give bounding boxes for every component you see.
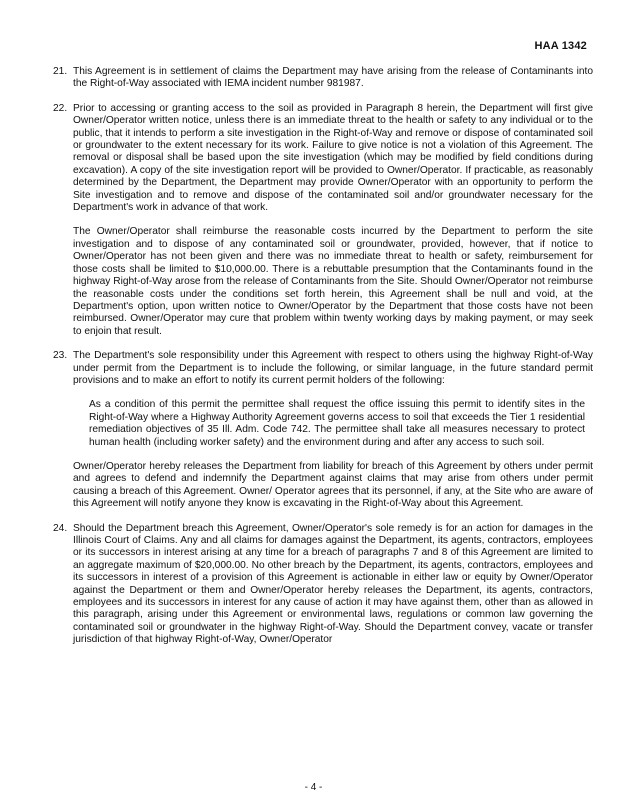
permit-condition-quote: As a condition of this permit the permittee shall request the office issuing this permit to identify sites in the Right-of-Way where a Highway Authority Agreement governs access to soil that exceeds the Tier 1 residential remediation objectives of 35 Ill. Adm. Code 742. The permittee shall take all measures necessary to protect human health (including worker safety) and the environment during and after any access to such soil.: [89, 399, 585, 448]
paragraph-body: [73, 103, 593, 338]
document-id: HAA 1342: [534, 40, 587, 52]
paragraph-23: [53, 350, 593, 510]
paragraph-number: 24.: [53, 522, 68, 534]
paragraph-body: [73, 66, 593, 91]
paragraph-text: Owner/Operator hereby releases the Department from liability for breach of this Agreement by others under permit and agrees to defend and indemnify the Department against claims that may arise from others under permit causing a breach of this Agreement. Owner/ Operator agrees that its personnel, if any, at the Site who are aware of this Agreement will notify anyone they know is excavating in the Right-of-Way about this Agreement.: [73, 460, 593, 510]
paragraph-body: [73, 350, 593, 510]
paragraph-text: This Agreement is in settlement of claims the Department may have arising from the release of Contaminants into the Right-of-Way associated with IEMA incident number 981987.: [73, 66, 593, 90]
document-body: [53, 66, 593, 659]
page-number: - 4 -: [304, 782, 323, 793]
paragraph-number: 22.: [53, 102, 68, 114]
paragraph-text: Prior to accessing or granting access to the soil as provided in Paragraph 8 herein, the Department will first give Owner/Operator written notice, unless there is an immediate threat to the health or safety to any individual or to the public, that it intends to perform a site investigation in the Right-of-Way and remove or dispose of contaminated soil or groundwater to the extent necessary for its work. Failure to give notice is not a violation of this Agreement. The removal or disposal shall be based upon the site investigation (which may be modified by field conditions during excavation). A copy of the site investigation report will be provided to Owner/Operator. If practicable, as reasonably determined by the Department, the Department may provide Owner/Operator with an opportunity to perform the Site investigation and to remove and dispose of the contaminated soil and/or groundwater necessary for the Department's work in advance of that work.: [73, 102, 593, 214]
paragraph-number: 21.: [53, 66, 68, 77]
paragraph-text: The Owner/Operator shall reimburse the reasonable costs incurred by the Department to perform the site investigation and to dispose of any contaminated soil or groundwater, provided, however, that if notice to Owner/Operator has not been given and there was no immediate threat to health or safety, reimbursement for those costs shall be limited to $10,000.00. There is a rebuttable presumption that the Contaminants found in the highway Right-of-Way arose from the release of Contaminants from the Site. Should Owner/Operator not reimburse the reasonable costs under the conditions set forth herein, this Agreement shall be null and void, at the Department's option, upon written notice to Owner/Operator by the Department that those costs have not been reimbursed. Owner/Operator may cure that problem within twenty working days by making payment, or may seek to enjoin that result.: [73, 226, 593, 337]
paragraph-22: [53, 103, 593, 338]
paragraph-24: [53, 523, 593, 647]
paragraph-text: The Department's sole responsibility under this Agreement with respect to others using the highway Right-of-Way under permit from the Department is to include the following, or similar language, in the future standard permit provisions and to make an effort to notify its current permit holders of the following:: [73, 350, 593, 386]
paragraph-text: Should the Department breach this Agreement, Owner/Operator's sole remedy is for an action for damages in the Illinois Court of Claims. Any and all claims for damages against the Department, its agents, contractors, employees or its successors in interest arising at any time for a breach of paragraphs 7 and 8 of this Agreement are limited to an aggregate maximum of $20,000.00. No other breach by the Department, its agents, contractors, employees and its successors in interest of a provision of this Agreement is actionable in either law or equity by Owner/Operator against the Department or them and Owner/Operator hereby releases the Department, its agents, contractors, employees and its successors in interest for any cause of action it may have against them, other than as allowed in this paragraph, arising under this Agreement or environmental laws, regulations or common law governing the contaminated soil or groundwater in the highway Right-of-Way. Should the Department convey, vacate or transfer jurisdiction of that highway Right-of-Way, Owner/Operator: [73, 522, 593, 646]
paragraph-21: [53, 66, 593, 91]
paragraph-body: [73, 523, 593, 647]
paragraph-number: 23.: [53, 350, 68, 362]
